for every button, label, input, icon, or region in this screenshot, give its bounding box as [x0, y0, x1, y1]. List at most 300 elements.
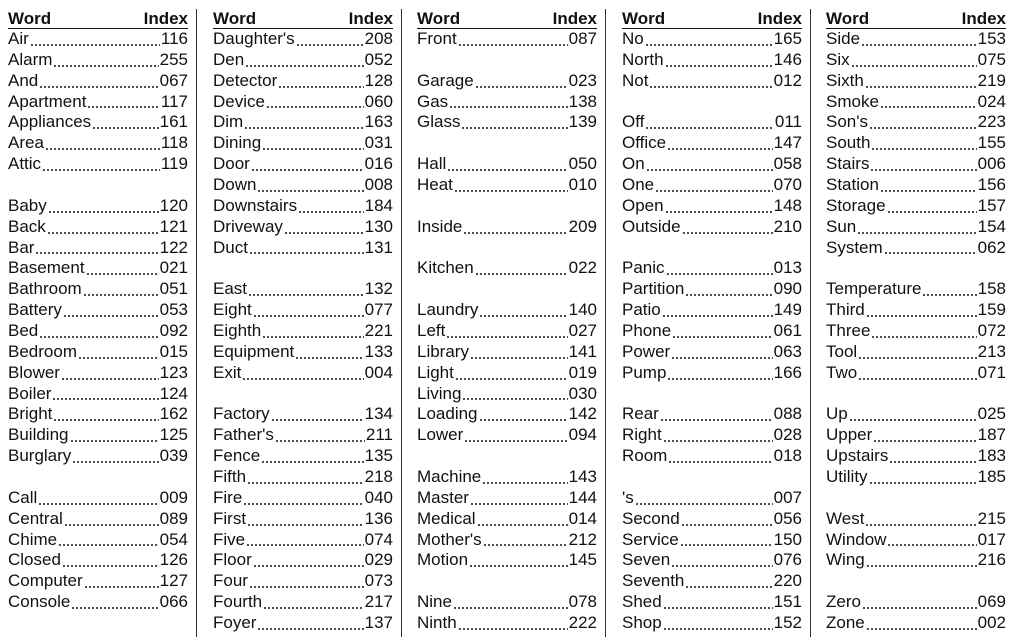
- index-entry: [8, 258, 188, 279]
- word-header: Word: [213, 9, 257, 28]
- entry-word: Light: [417, 362, 454, 382]
- column-header: [622, 9, 802, 29]
- index-entry: [8, 550, 188, 571]
- entry-word: Dining: [213, 133, 262, 153]
- dot-leader: [249, 586, 364, 588]
- spacer-row: [417, 571, 597, 592]
- dot-leader: [857, 232, 976, 234]
- index-column-2: [213, 9, 393, 634]
- dot-leader: [470, 503, 568, 505]
- index-entry: [622, 258, 802, 279]
- entry-index: 019: [568, 362, 597, 382]
- dot-leader: [469, 565, 568, 567]
- index-entry: [417, 342, 597, 363]
- index-entry: [213, 217, 393, 238]
- entry-index: 136: [364, 508, 393, 528]
- entry-word: Down: [213, 175, 257, 195]
- index-entry: [417, 404, 597, 425]
- spacer-row: [417, 279, 597, 300]
- entry-index: 031: [364, 133, 393, 153]
- dot-leader: [479, 419, 568, 421]
- entry-word: Nine: [417, 592, 452, 612]
- entry-index: 217: [364, 592, 393, 612]
- index-entry: [8, 488, 188, 509]
- entry-index: 208: [364, 29, 393, 48]
- entry-word: Closed: [8, 550, 61, 570]
- entry-word: Garage: [417, 70, 474, 90]
- dot-leader: [257, 628, 363, 630]
- entry-index: 052: [364, 49, 393, 69]
- spacer-row: [417, 196, 597, 217]
- entry-word: Attic: [8, 154, 42, 174]
- index-entry: [826, 238, 1006, 259]
- entry-word: Second: [622, 508, 680, 528]
- dot-leader: [685, 586, 772, 588]
- index-entry: [622, 488, 802, 509]
- dot-leader: [58, 544, 159, 546]
- dot-leader: [645, 44, 773, 46]
- entry-word: Motion: [417, 550, 469, 570]
- entry-index: 094: [568, 425, 597, 445]
- index-entry: [8, 321, 188, 342]
- entry-index: 126: [159, 550, 188, 570]
- entry-word: Son's: [826, 112, 868, 132]
- index-entry: [213, 592, 393, 613]
- entry-word: East: [213, 279, 248, 299]
- entry-word: 's: [622, 487, 634, 507]
- entry-index: 040: [364, 487, 393, 507]
- index-entry: [8, 238, 188, 259]
- index-entry: [417, 71, 597, 92]
- entry-index: 138: [568, 91, 597, 111]
- entry-word: Living: [417, 383, 462, 403]
- entry-word: Stairs: [826, 154, 870, 174]
- entry-index: 050: [568, 154, 597, 174]
- index-entry: [8, 133, 188, 154]
- index-entry: [826, 92, 1006, 113]
- dot-leader: [35, 252, 158, 254]
- entry-word: Not: [622, 70, 649, 90]
- dot-leader: [475, 273, 568, 275]
- entry-index: 077: [364, 300, 393, 320]
- spacer-row: [622, 238, 802, 259]
- dot-leader: [851, 65, 977, 67]
- entry-index: 127: [159, 571, 188, 591]
- entry-word: Kitchen: [417, 258, 474, 278]
- entry-word: Sixth: [826, 70, 864, 90]
- index-entry: [622, 133, 802, 154]
- entry-index: 018: [773, 446, 802, 466]
- entry-word: Sun: [826, 216, 857, 236]
- entry-word: Loading: [417, 404, 478, 424]
- entry-index: 218: [364, 467, 393, 487]
- index-entry: [622, 342, 802, 363]
- index-entry: [826, 404, 1006, 425]
- index-entry: [826, 196, 1006, 217]
- entry-word: Outside: [622, 216, 681, 236]
- index-entry: [826, 29, 1006, 50]
- entry-word: Temperature: [826, 279, 922, 299]
- dot-leader: [479, 315, 567, 317]
- entry-word: Seventh: [622, 571, 685, 591]
- dot-leader: [244, 127, 363, 129]
- index-entry: [622, 592, 802, 613]
- entry-word: Gas: [417, 91, 449, 111]
- entry-index: 150: [773, 529, 802, 549]
- entry-index: 117: [160, 91, 188, 111]
- entry-index: 088: [773, 404, 802, 424]
- dot-leader: [462, 398, 567, 400]
- entry-word: Equipment: [213, 341, 295, 361]
- spacer-row: [826, 384, 1006, 405]
- entry-index: 158: [977, 279, 1006, 299]
- index-entry: [8, 50, 188, 71]
- dot-leader: [667, 148, 773, 150]
- entry-index: 029: [364, 550, 393, 570]
- dot-leader: [262, 336, 363, 338]
- dot-leader: [461, 127, 567, 129]
- entry-word: Off: [622, 112, 645, 132]
- dot-leader: [458, 44, 568, 46]
- entry-index: 146: [773, 49, 802, 69]
- index-entry: [213, 133, 393, 154]
- index-entry: [417, 467, 597, 488]
- entry-word: Back: [8, 216, 46, 236]
- dot-leader: [275, 440, 365, 442]
- dot-leader: [249, 252, 364, 254]
- entry-index: 157: [977, 195, 1006, 215]
- entry-index: 069: [977, 592, 1006, 612]
- entry-index: 162: [159, 404, 188, 424]
- entry-word: Shed: [622, 592, 662, 612]
- index-entry: [826, 112, 1006, 133]
- entry-index: 016: [364, 154, 393, 174]
- index-entry: [8, 154, 188, 175]
- dot-leader: [871, 336, 976, 338]
- dot-leader: [454, 190, 568, 192]
- entry-word: Tool: [826, 341, 858, 361]
- index-entry: [826, 300, 1006, 321]
- entry-index: 154: [977, 216, 1006, 236]
- entry-index: 051: [159, 279, 188, 299]
- entry-index: 053: [159, 300, 188, 320]
- entry-index: 021: [159, 258, 188, 278]
- dot-leader: [672, 336, 772, 338]
- index-entry: [826, 342, 1006, 363]
- dot-leader: [671, 565, 772, 567]
- spacer-row: [417, 50, 597, 71]
- dot-leader: [39, 86, 158, 88]
- spacer-row: [213, 258, 393, 279]
- index-entry: [622, 550, 802, 571]
- index-entry: [826, 71, 1006, 92]
- entry-index: 063: [773, 341, 802, 361]
- entry-word: Inside: [417, 216, 463, 236]
- entry-index: 006: [977, 154, 1006, 174]
- dot-leader: [30, 44, 160, 46]
- entry-index: 209: [568, 216, 597, 236]
- spacer-row: [417, 133, 597, 154]
- entry-index: 166: [773, 362, 802, 382]
- entry-index: 089: [159, 508, 188, 528]
- entry-word: Battery: [8, 300, 62, 320]
- entry-word: Utility: [826, 467, 868, 487]
- spacer-row: [213, 384, 393, 405]
- entry-word: Up: [826, 404, 848, 424]
- entry-word: North: [622, 49, 664, 69]
- dot-leader: [477, 524, 568, 526]
- dot-leader: [449, 106, 567, 108]
- dot-leader: [83, 294, 159, 296]
- entry-word: Dim: [213, 112, 244, 132]
- dot-leader: [922, 294, 976, 296]
- index-entry: [826, 50, 1006, 71]
- entry-index: 147: [773, 133, 802, 153]
- index-entry: [213, 238, 393, 259]
- entry-index: 213: [977, 341, 1006, 361]
- entry-index: 024: [977, 91, 1006, 111]
- entry-index: 124: [159, 383, 188, 403]
- entry-index: 116: [160, 29, 188, 48]
- entry-word: Phone: [622, 321, 672, 341]
- index-entry: [417, 613, 597, 634]
- entry-word: Blower: [8, 362, 60, 382]
- index-entry: [622, 425, 802, 446]
- dot-leader: [858, 378, 976, 380]
- entry-index: 122: [159, 237, 188, 257]
- word-header: Word: [622, 9, 666, 28]
- entry-word: Father's: [213, 425, 274, 445]
- entry-index: 090: [773, 279, 802, 299]
- column-divider: [196, 9, 197, 637]
- entry-index: 074: [364, 529, 393, 549]
- entry-index: 004: [364, 362, 393, 382]
- entry-word: Hall: [417, 154, 447, 174]
- dot-leader: [458, 628, 568, 630]
- index-entry: [622, 71, 802, 92]
- dot-leader: [92, 127, 158, 129]
- index-column-3: [417, 9, 597, 634]
- entry-word: Exit: [213, 362, 242, 382]
- entry-index: 137: [364, 613, 393, 633]
- dot-leader: [38, 503, 158, 505]
- entry-word: On: [622, 154, 645, 174]
- index-entry: [213, 613, 393, 634]
- entry-word: Rear: [622, 404, 659, 424]
- dot-leader: [635, 503, 773, 505]
- index-entry: [622, 300, 802, 321]
- dot-leader: [295, 357, 363, 359]
- index-entry: [417, 550, 597, 571]
- entry-word: Office: [622, 133, 667, 153]
- entry-word: Glass: [417, 112, 461, 132]
- entry-index: 134: [364, 404, 393, 424]
- spacer-row: [417, 238, 597, 259]
- entry-index: 011: [774, 112, 802, 132]
- entry-word: Appliances: [8, 112, 92, 132]
- entry-index: 135: [364, 446, 393, 466]
- index-entry: [8, 71, 188, 92]
- dot-leader: [869, 482, 977, 484]
- entry-index: 128: [364, 70, 393, 90]
- index-entry: [417, 300, 597, 321]
- dot-leader: [251, 169, 364, 171]
- entry-index: 073: [364, 571, 393, 591]
- entry-index: 028: [773, 425, 802, 445]
- index-entry: [213, 550, 393, 571]
- entry-word: Shop: [622, 613, 662, 633]
- entry-word: Power: [622, 341, 671, 361]
- dot-leader: [889, 461, 976, 463]
- spacer-row: [8, 467, 188, 488]
- index-entry: [622, 321, 802, 342]
- dot-leader: [247, 524, 364, 526]
- index-entry: [826, 592, 1006, 613]
- index-entry: [417, 592, 597, 613]
- entry-word: Lower: [417, 425, 464, 445]
- index-header: Index: [757, 9, 802, 28]
- word-header: Word: [826, 9, 870, 28]
- entry-word: Driveway: [213, 216, 283, 236]
- entry-index: 013: [773, 258, 802, 278]
- index-entry: [826, 321, 1006, 342]
- entry-word: Side: [826, 29, 861, 48]
- index-entry: [826, 279, 1006, 300]
- dot-leader: [63, 315, 159, 317]
- entry-word: Front: [417, 29, 457, 48]
- entry-word: Alarm: [8, 49, 53, 69]
- index-entry: [417, 29, 597, 50]
- index-entry: [8, 509, 188, 530]
- index-entry: [417, 92, 597, 113]
- index-entry: [8, 592, 188, 613]
- entry-word: Partition: [622, 279, 685, 299]
- entry-word: Smoke: [826, 91, 879, 111]
- entry-word: Six: [826, 49, 850, 69]
- entry-index: 165: [773, 29, 802, 48]
- entry-index: 210: [773, 216, 802, 236]
- entry-index: 133: [364, 341, 393, 361]
- dot-leader: [871, 148, 976, 150]
- entry-word: Two: [826, 362, 858, 382]
- entry-index: 149: [773, 300, 802, 320]
- word-list: [417, 29, 597, 634]
- word-list: [622, 29, 802, 634]
- entry-word: Zone: [826, 613, 865, 633]
- entry-index: 222: [568, 613, 597, 633]
- entry-index: 078: [568, 592, 597, 612]
- dot-leader: [646, 169, 773, 171]
- dot-leader: [870, 169, 976, 171]
- entry-word: Bright: [8, 404, 53, 424]
- dot-leader: [663, 628, 773, 630]
- index-entry: [826, 363, 1006, 384]
- index-entry: [622, 446, 802, 467]
- index-entry: [826, 550, 1006, 571]
- dot-leader: [884, 252, 977, 254]
- entry-word: Three: [826, 321, 871, 341]
- index-entry: [213, 467, 393, 488]
- dot-leader: [257, 190, 363, 192]
- dot-leader: [61, 378, 159, 380]
- index-entry: [213, 92, 393, 113]
- word-list: [826, 29, 1006, 634]
- dot-leader: [53, 65, 158, 67]
- index-entry: [213, 530, 393, 551]
- index-entry: [826, 530, 1006, 551]
- index-entry: [622, 196, 802, 217]
- dot-leader: [62, 565, 159, 567]
- entry-word: Window: [826, 529, 887, 549]
- index-entry: [417, 154, 597, 175]
- entry-index: 130: [364, 216, 393, 236]
- spacer-row: [8, 175, 188, 196]
- index-entry: [622, 50, 802, 71]
- index-entry: [8, 384, 188, 405]
- index-entry: [8, 342, 188, 363]
- entry-word: Station: [826, 175, 879, 195]
- entry-word: Pump: [622, 362, 667, 382]
- index-entry: [826, 175, 1006, 196]
- entry-word: Four: [213, 571, 248, 591]
- entry-index: 219: [977, 70, 1006, 90]
- index-entry: [622, 509, 802, 530]
- spacer-row: [417, 446, 597, 467]
- entry-word: System: [826, 237, 883, 257]
- dot-leader: [247, 482, 364, 484]
- dot-leader: [263, 607, 363, 609]
- entry-word: No: [622, 29, 644, 48]
- index-entry: [213, 342, 393, 363]
- word-list: [213, 29, 393, 634]
- entry-index: 153: [977, 29, 1006, 48]
- index-entry: [213, 425, 393, 446]
- entry-index: 118: [160, 133, 188, 153]
- entry-index: 025: [977, 404, 1006, 424]
- dot-leader: [482, 482, 567, 484]
- entry-index: 120: [159, 195, 188, 215]
- dot-leader: [873, 440, 976, 442]
- entry-index: 060: [364, 91, 393, 111]
- entry-index: 141: [568, 341, 597, 361]
- entry-word: Upstairs: [826, 446, 889, 466]
- entry-word: One: [622, 175, 655, 195]
- index-entry: [8, 217, 188, 238]
- entry-word: Central: [8, 508, 63, 528]
- dot-leader: [862, 607, 977, 609]
- dot-leader: [667, 378, 772, 380]
- index-header: Index: [552, 9, 597, 28]
- entry-word: Duct: [213, 237, 248, 257]
- index-entry: [826, 467, 1006, 488]
- dot-leader: [271, 419, 364, 421]
- entry-index: 131: [364, 237, 393, 257]
- dot-leader: [887, 544, 976, 546]
- dot-leader: [278, 86, 363, 88]
- dot-leader: [446, 336, 567, 338]
- index-entry: [417, 425, 597, 446]
- entry-word: Console: [8, 592, 71, 612]
- dot-leader: [248, 294, 364, 296]
- entry-index: 061: [773, 321, 802, 341]
- index-entry: [213, 175, 393, 196]
- entry-word: Fourth: [213, 592, 263, 612]
- dot-leader: [298, 211, 364, 213]
- dot-leader: [470, 357, 568, 359]
- entry-index: 119: [160, 154, 188, 174]
- index-entry: [213, 112, 393, 133]
- entry-word: Fence: [213, 446, 261, 466]
